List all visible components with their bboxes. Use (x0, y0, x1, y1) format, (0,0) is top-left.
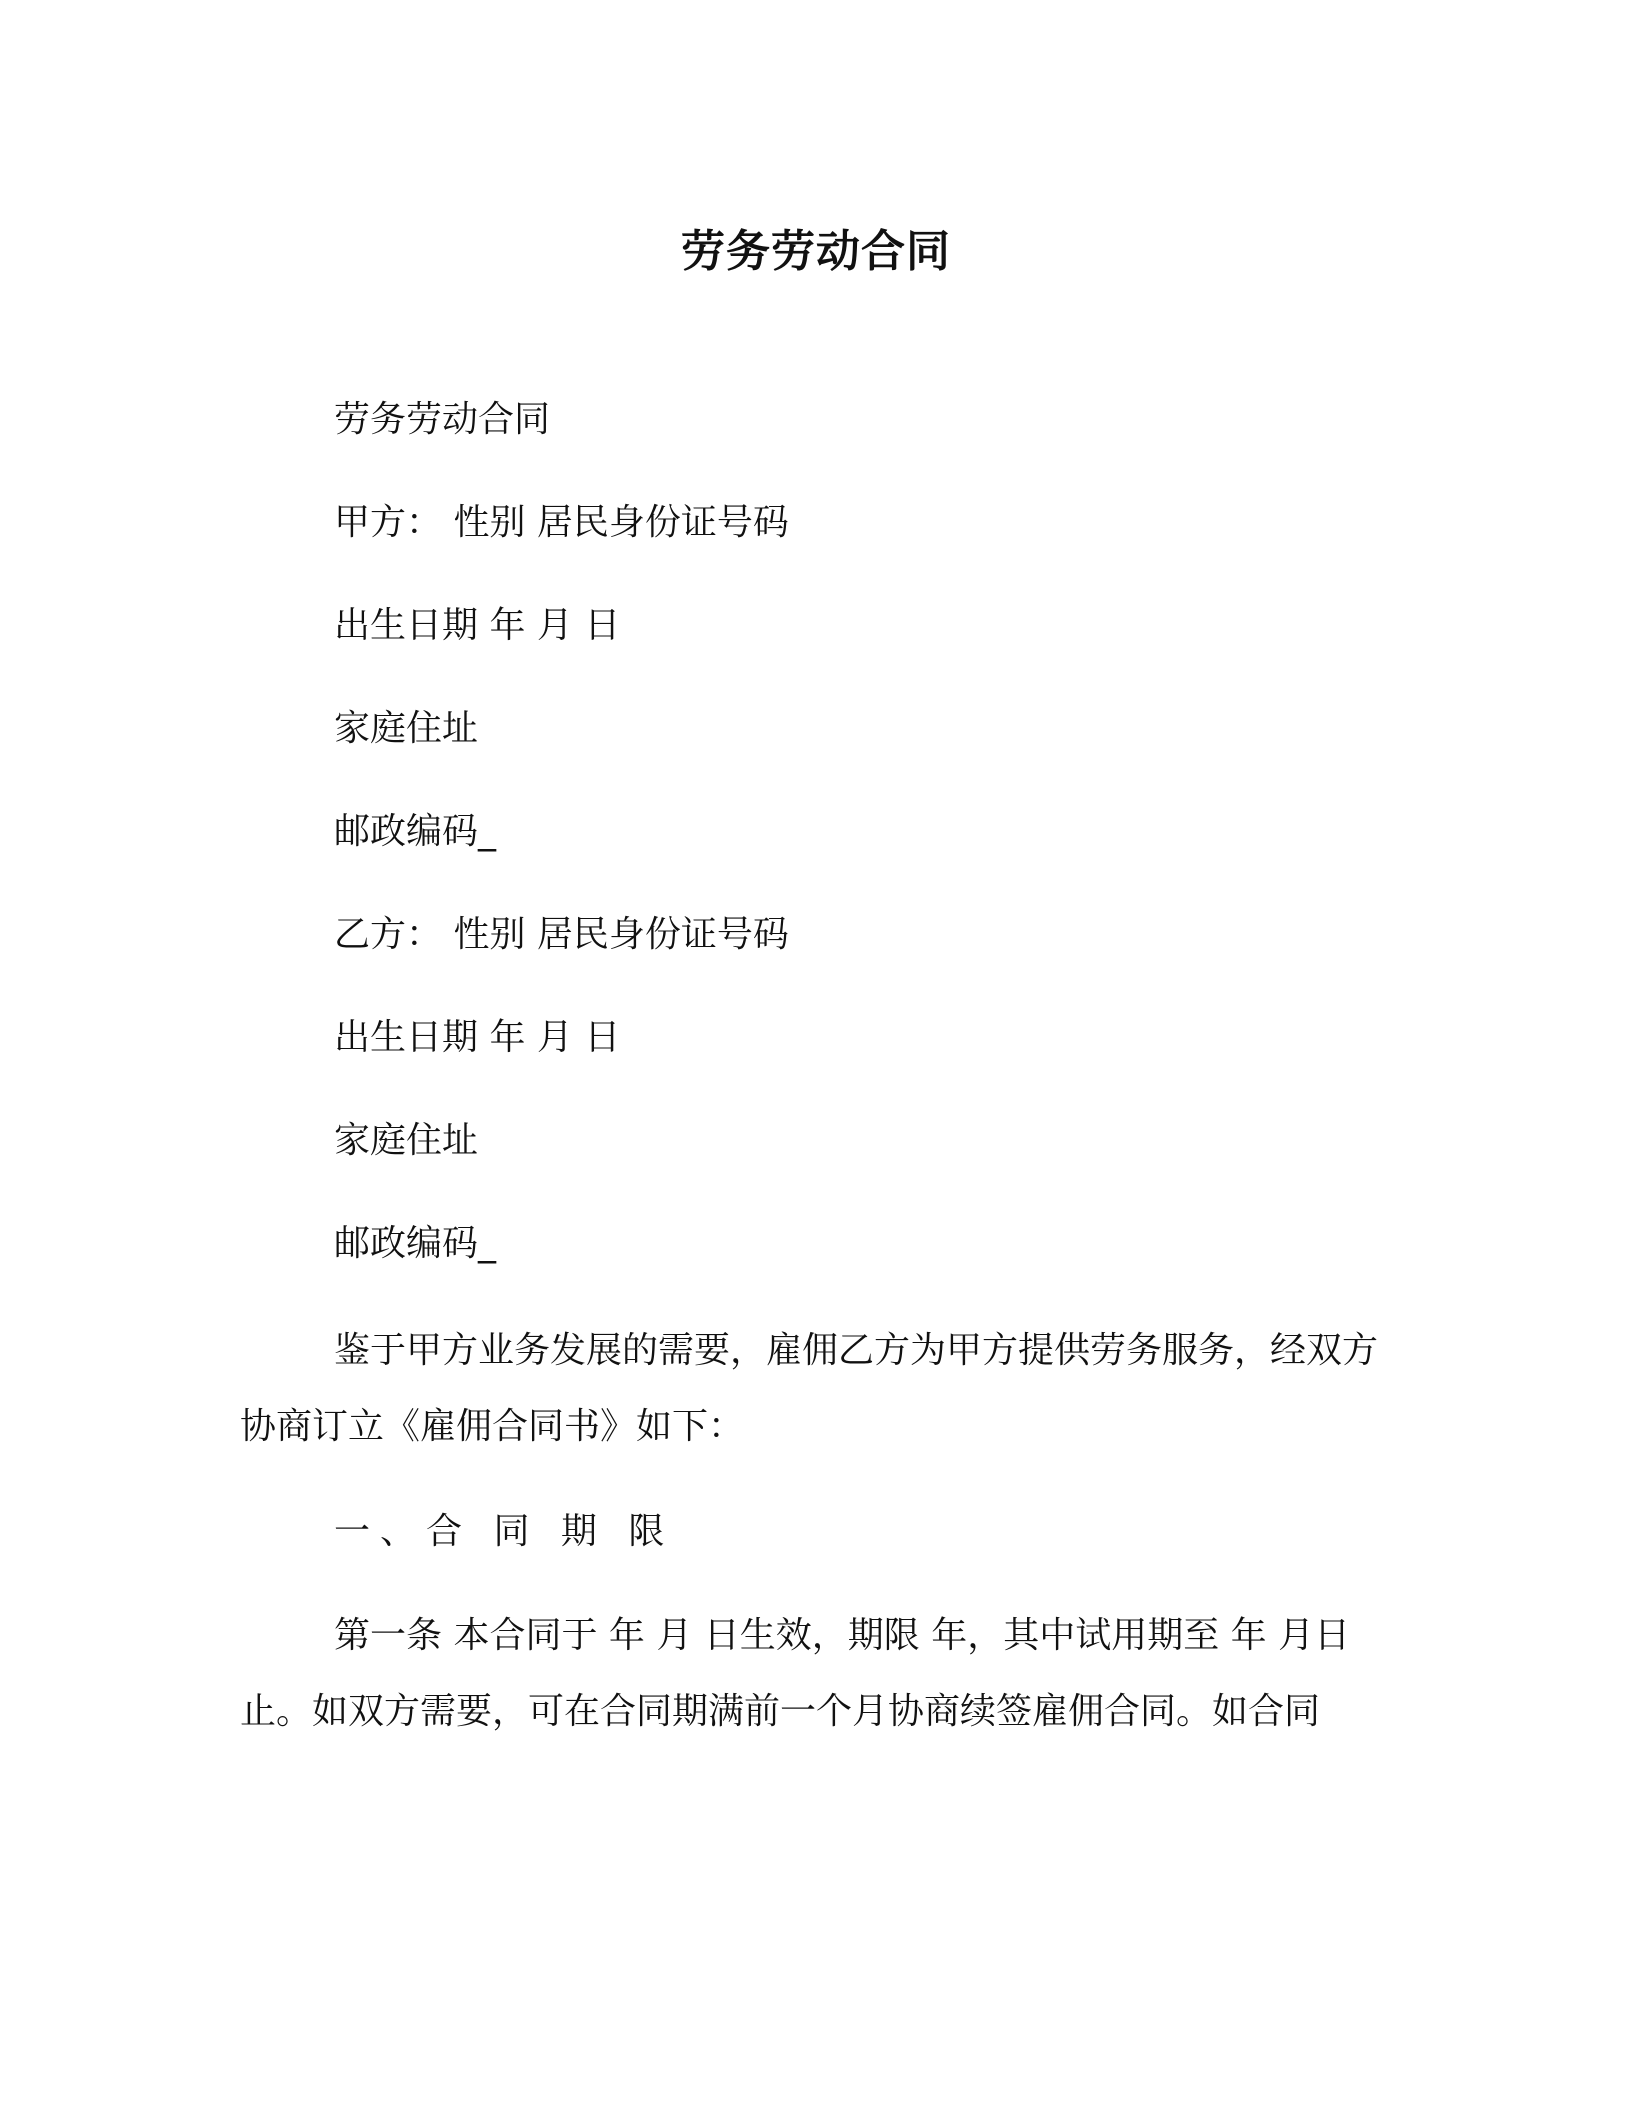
party-a-birthdate-line: 出生日期 年 月 日 (334, 605, 621, 646)
party-a-postcode-line: 邮政编码_ (334, 811, 497, 852)
contract-name-line: 劳务劳动合同 (334, 399, 551, 440)
party-a-address-line: 家庭住址 (334, 708, 479, 749)
article-1-paragraph: 第一条 本合同于 年 月 日生效，期限 年，其中试用期至 年 月日止。如双方需要，可在合同期满前一个月协商续签雇佣合同。如合同 (240, 1615, 1351, 1732)
party-a-id-line: 甲方： 性别 居民身份证号码 (334, 502, 789, 543)
party-b-address-line: 家庭住址 (334, 1120, 479, 1161)
section-heading: 一、合 同 期 限 (334, 1511, 675, 1552)
document-title: 劳务劳动合同 (681, 226, 951, 277)
intro-paragraph: 鉴于甲方业务发展的需要，雇佣乙方为甲方提供劳务服务，经双方协商订立《雇佣合同书》如下： (240, 1330, 1379, 1447)
party-b-postcode-line: 邮政编码_ (334, 1223, 497, 1264)
party-b-id-line: 乙方： 性别 居民身份证号码 (334, 914, 789, 955)
party-b-birthdate-line: 出生日期 年 月 日 (334, 1017, 621, 1058)
